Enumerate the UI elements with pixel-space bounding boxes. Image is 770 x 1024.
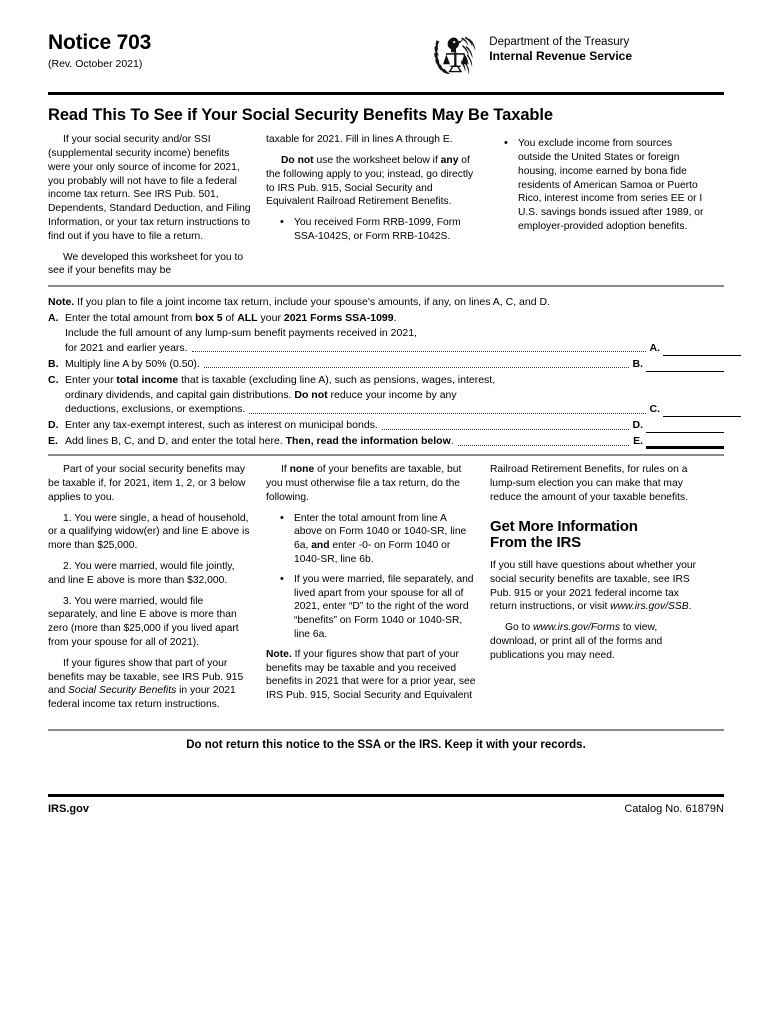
and-emphasis: and (311, 540, 330, 552)
do-not-end: of the following apply to you; instead, go directly to IRS Pub. 915, Social Security and Equivalent Railroad Retirement Benefits. (266, 154, 474, 208)
footer-spacer (48, 760, 724, 788)
worksheet-line-a (48, 311, 724, 356)
more-info-b: . (688, 601, 692, 613)
intro-bullet-list-2 (490, 137, 704, 234)
bottom-p5-a: If your figures show that part of your benefits may be taxable, see IRS Pub. 915 and (48, 657, 244, 697)
intro-column-2 (266, 133, 490, 285)
benefits-worksheet (48, 287, 724, 454)
bottom-p5-b: in your 2021 federal income tax return instructions. (48, 685, 236, 711)
bottom-note-text: If your figures show that part of your benefits may be taxable and you received benefits in 2021 that were for a prior year, see IRS Pub. 915, Social Security and Equivalent (266, 648, 476, 702)
answer-field-e[interactable] (633, 434, 724, 449)
do-not-emphasis: Do not (281, 154, 314, 166)
any-emphasis: any (440, 154, 459, 166)
worksheet-line-e (48, 434, 724, 449)
footer-bar (48, 797, 724, 815)
line-d-body: Enter any tax-exempt interest, such as interest on municipal bonds. (65, 419, 378, 432)
bottom-spacer (48, 719, 724, 729)
bullet1-a: Enter the total amount from line A above on Form 1040 or 1040-SR, line 6a, (294, 512, 467, 552)
bottom-paragraph-5 (490, 559, 704, 614)
answer-blank-a[interactable] (663, 344, 741, 356)
intro-column-1 (48, 133, 266, 285)
list-item: • If you were married, file separately, and lived apart from your spouse for all of 2021, enter “D” to the right of the word “benefits” on Form 1040 or 1040-SR, line 6a. (280, 573, 476, 642)
none-emphasis: none (289, 464, 315, 476)
intro-column-3 (490, 133, 704, 285)
bottom-item-1: 1. You were single, a head of household, or a qualifying widow(er) and line E above is more than $25,000. (48, 512, 250, 552)
leader-dots (249, 412, 645, 414)
irs-gov-label[interactable]: IRS.gov (48, 802, 89, 815)
bottom-columns (48, 456, 724, 719)
agency-label: Internal Revenue Service (489, 49, 632, 64)
bottom-paragraph-3 (266, 463, 476, 504)
header-agency-block (433, 30, 724, 78)
leader-dots (204, 366, 629, 368)
bottom-note (266, 648, 476, 703)
form-sheet (48, 30, 724, 815)
line-letter-d: D. (48, 419, 59, 432)
line-c-cont-2: deductions, exclusions, or exemptions. (65, 403, 246, 416)
heading-line-1: Get More Information (490, 517, 638, 535)
bottom-item-2: 2. You were married, would file jointly, and line E above is more than $32,000. (48, 560, 235, 586)
bottom-paragraph-2 (48, 657, 252, 712)
catalog-number: Catalog No. 61879N (624, 802, 724, 815)
answer-field-a[interactable] (650, 341, 742, 356)
bottom-paragraph-4: Railroad Retirement Benefits, for rules on a lump-sum election you can make that may reduce the amount of your taxable benefits. (490, 464, 689, 503)
footer-notice-text: Do not return this notice to the SSA or the IRS. Keep it with your records. (186, 738, 586, 751)
bottom-column-3 (490, 463, 704, 719)
line-a-cont-1: Include the full amount of any lump-sum benefit payments received in 2021, (65, 326, 417, 339)
worksheet-line-d (48, 418, 724, 433)
line-a-body: Enter the total amount from box 5 of ALL your 2021 Forms SSA-1099. (65, 312, 397, 325)
irs-eagle-scales-logo (433, 32, 479, 78)
worksheet-note-text: If you plan to file a joint income tax return, include your spouse's amounts, if any, on lines A, C, and D. (74, 296, 550, 309)
department-label: Department of the Treasury (489, 36, 630, 48)
line-c-cont-2-row (48, 402, 741, 417)
form-header (48, 30, 724, 86)
intro-bullet-list-1 (266, 216, 476, 244)
worksheet-note-label: Note. (48, 296, 75, 309)
list-item: • You exclude income from sources outside the United States or foreign housing, income earned by bona fide residents of American Samoa or Puerto Rico, interest income from series EE or I U.S. savings bonds issued after 1989, or employer-provided adoption benefits. (504, 137, 704, 234)
bottom-note-label: Note. (266, 648, 292, 660)
line-letter-c: C. (48, 373, 59, 386)
do-not-mid: use the worksheet below if (313, 154, 441, 166)
irs-forms-link[interactable]: www.irs.gov/Forms (533, 622, 621, 634)
bullet1-b: enter -0- on Form 1040 or 1040-SR, line 6b. (294, 540, 451, 565)
bottom-bullet-list (266, 512, 476, 642)
worksheet-line-c (48, 373, 724, 418)
header-divider (48, 92, 724, 95)
answer-field-c[interactable] (650, 402, 742, 417)
list-item: • You received Form RRB-1099, Form SSA-1042S, or Form RRB-1042S. (280, 216, 476, 244)
heading-line-2: From the IRS (490, 533, 581, 551)
agency-names (489, 32, 632, 64)
answer-blank-e[interactable] (646, 435, 724, 449)
more-info-a: If you still have questions about whether your social security benefits are taxable, see IRS Pub. 915 or your 2021 federal income tax return instructions, or visit (490, 559, 697, 613)
line-b-body: Multiply line A by 50% (0.50). (65, 357, 200, 370)
leader-dots (458, 444, 629, 446)
worksheet-line-a-text (48, 311, 724, 326)
intro-columns (48, 133, 724, 285)
answer-field-d[interactable] (633, 418, 725, 433)
bottom-paragraph-1: Part of your social security benefits may be taxable if, for 2021, item 1, 2, or 3 below applies to you. (48, 464, 246, 503)
banner-title: Read This To See if Your Social Security Benefits May Be Taxable (48, 106, 553, 124)
answer-blank-d[interactable] (646, 421, 724, 433)
bottom-column-1 (48, 463, 266, 719)
page-title: Notice 703 (48, 31, 152, 54)
intro-paragraph-1: If your social security and/or SSI (supplemental security income) benefits were your only source of income for 2021, you probably will not have to file a federal income tax return. See IRS Pub. 501, Dependents, Standard Deduction, and Filing Information, or your tax return instructions to find out if you have to file a return. (48, 134, 251, 242)
line-letter-b: B. (48, 357, 59, 370)
bottom-item-3: 3. You were married, would file separately, and line E above is more than zero (more than $25,000 if you lived apart from your spouse for all of 2021). (48, 595, 239, 648)
none-prefix: If (281, 464, 290, 476)
intro-paragraph-3: taxable for 2021. Fill in lines A through E. (266, 134, 453, 146)
line-e-body: Add lines B, C, and D, and enter the total here. Then, read the information below. (65, 435, 454, 448)
answer-letter-c: C. (649, 403, 660, 416)
answer-blank-b[interactable] (646, 360, 724, 372)
answer-letter-d: D. (632, 419, 643, 432)
bottom-paragraph-6 (490, 621, 704, 662)
header-left-block (48, 30, 151, 71)
bottom-column-2 (266, 463, 490, 719)
leader-dots (382, 428, 629, 430)
answer-letter-e: E. (633, 435, 643, 448)
line-a-cont-2: for 2021 and earlier years. (65, 341, 188, 354)
irs-ssb-link[interactable]: www.irs.gov/SSB (610, 601, 689, 613)
intro-paragraph-2: We developed this worksheet for you to see if your benefits may be (48, 251, 244, 277)
worksheet-line-b (48, 357, 724, 372)
worksheet-note (48, 295, 724, 310)
worksheet-line-c-text (48, 373, 724, 388)
line-letter-a: A. (48, 312, 59, 325)
revision-date: (Rev. October 2021) (48, 58, 143, 71)
get-more-information-heading (490, 519, 704, 551)
goto-prefix: Go to (505, 622, 534, 634)
none-suffix: of your benefits are taxable, but you must otherwise file a tax return, do the following. (266, 464, 462, 503)
answer-blank-c[interactable] (663, 405, 741, 417)
line-c-body: Enter your total income that is taxable (excluding line A), such as pensions, wages, interest, (65, 373, 496, 386)
answer-field-b[interactable] (633, 357, 725, 372)
list-item (280, 512, 476, 567)
line-c-cont-1: ordinary dividends, and capital gain distributions. Do not reduce your income by any (65, 388, 457, 401)
pub-title-italic: Social Security Benefits (68, 685, 177, 697)
intro-paragraph-4 (266, 154, 476, 209)
answer-letter-a: A. (649, 341, 660, 354)
leader-dots (192, 350, 646, 352)
line-a-cont-2-row (48, 341, 741, 356)
line-letter-e: E. (48, 435, 58, 448)
goto-suffix: to view, download, or print all of the forms and publications you may need. (490, 622, 663, 661)
answer-letter-b: B. (632, 357, 643, 370)
